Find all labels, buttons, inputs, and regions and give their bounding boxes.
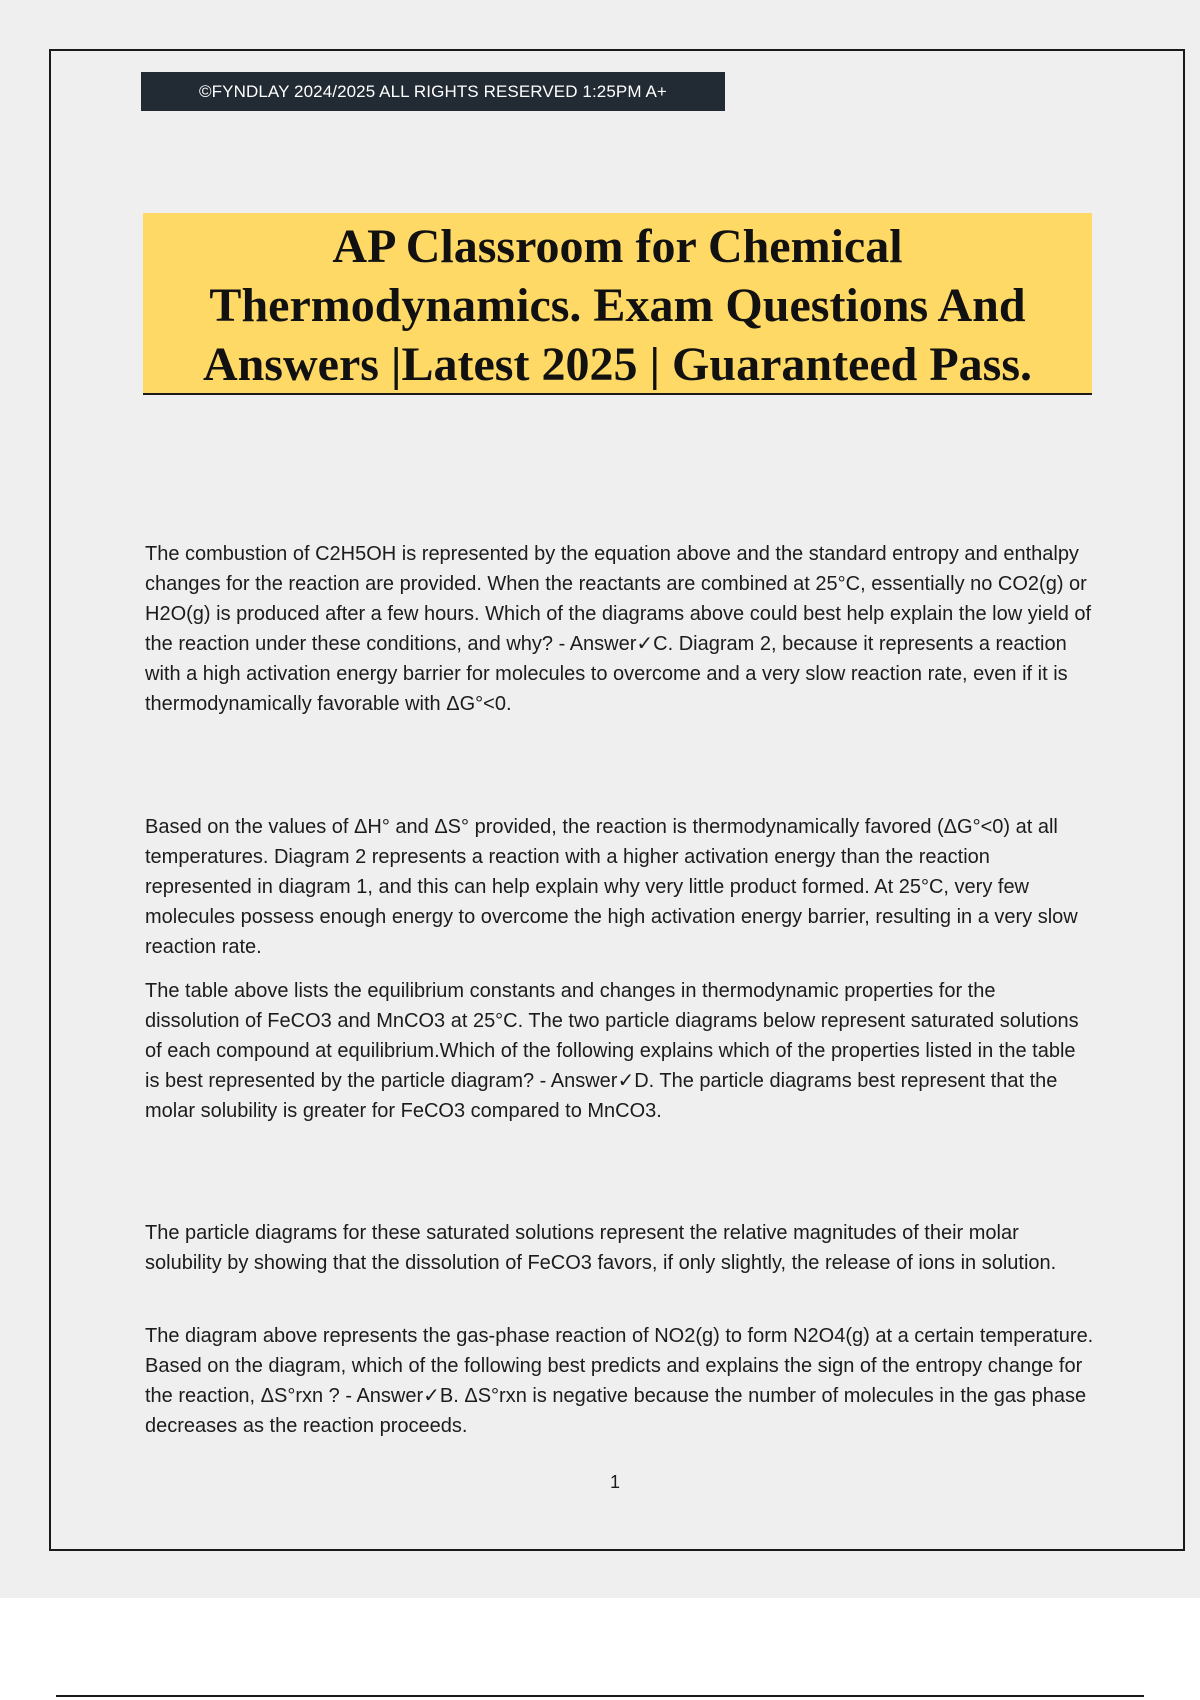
page-number: 1 [609,1472,620,1492]
title-line-2: Thermodynamics. Exam Questions And [209,278,1026,332]
copyright-banner: ©FYNDLAY 2024/2025 ALL RIGHTS RESERVED 1:25PM A+ [141,72,725,111]
question-paragraph-2: The table above lists the equilibrium constants and changes in thermodynamic properties for the dissolution of FeCO3 and MnCO3 at 25°C. The two particle diagrams below represent saturated solutions of each compound at equilibrium.Which of the following explains which of the properties listed in the table is best represented by the particle diagram? - Answer✓D. The particle diagrams best represent that the molar solubility is greater for FeCO3 compared to MnCO3. [145,980,1079,1122]
question-paragraph-1: The combustion of C2H5OH is represented by the equation above and the standard entropy and enthalpy changes for the reaction are provided. When the reactants are combined at 25°C, essentially no CO2(g) or H2O(g) is produced after a few hours. Which of the diagrams above could best help explain the low yield of the reaction under these conditions, and why? - Answer✓C. Diagram 2, because it represents a reaction with a high activation energy barrier for molecules to overcome and a very slow reaction rate, even if it is thermodynamically favorable with ΔG°<0. [145,543,1092,715]
title-line-3: Answers |Latest 2025 | Guaranteed Pass. [202,337,1033,391]
title-line-1: AP Classroom for Chemical [332,219,903,273]
document-title-box [143,213,1092,395]
question-paragraph-3: The diagram above represents the gas-phase reaction of NO2(g) to form N2O4(g) at a certain temperature. Based on the diagram, which of the following best predicts and explains the sign of the entropy change for the reaction, ΔS°rxn ? - Answer✓B. ΔS°rxn is negative because the number of molecules in the gas phase decreases as the reaction proceeds. [145,1325,1094,1437]
explanation-paragraph-2: The particle diagrams for these saturated solutions represent the relative magnitudes of their molar solubility by showing that the dissolution of FeCO3 favors, if only slightly, the release of ions in solution. [145,1222,1057,1274]
next-page-divider [56,1695,1144,1697]
document-title [203,213,1032,394]
explanation-paragraph-1: Based on the values of ΔH° and ΔS° provided, the reaction is thermodynamically favored (ΔG°<0) at all temperatures. Diagram 2 represents a reaction with a higher activation energy than the reaction represented in diagram 1, and this can help explain why very little product formed. At 25°C, very few molecules possess enough energy to overcome the high activation energy barrier, resulting in a very slow reaction rate. [145,816,1078,958]
